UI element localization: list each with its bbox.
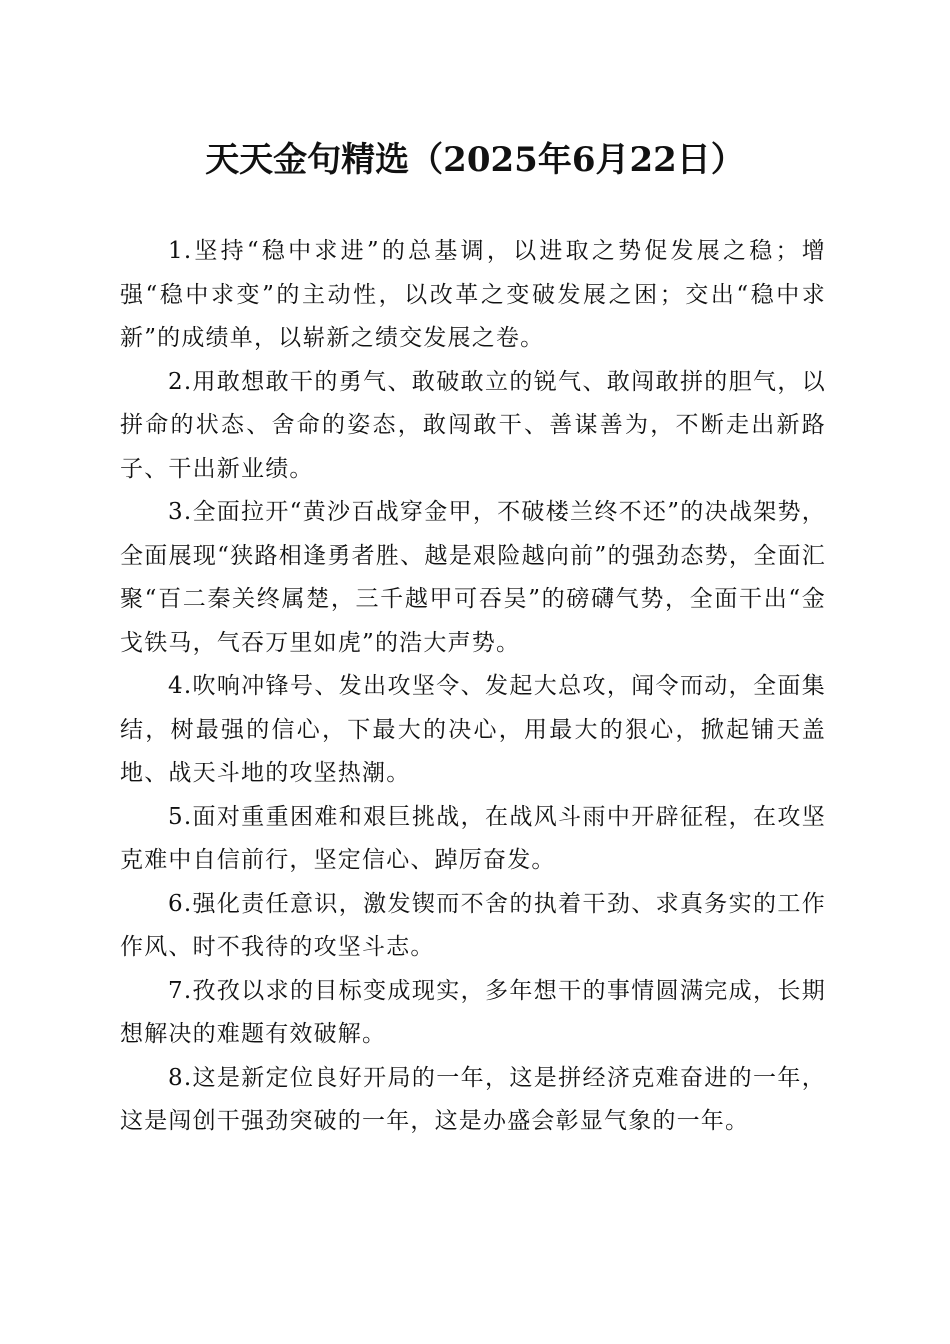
paragraph-5: 5.面对重重困难和艰巨挑战，在战风斗雨中开辟征程，在攻坚克难中自信前行，坚定信心、踔厉奋发。 [120,803,826,873]
paragraph-2: 2.用敢想敢干的勇气、敢破敢立的锐气、敢闯敢拼的胆气，以拼命的状态、舍命的姿态，敢闯敢干、善谋善为，不断走出新路子、干出新业绩。 [120,368,826,482]
paragraph-4: 4.吹响冲锋号、发出攻坚令、发起大总攻，闻令而动，全面集结，树最强的信心，下最大的决心，用最大的狠心，掀起铺天盖地、战天斗地的攻坚热潮。 [120,673,826,786]
document-body [120,230,826,1144]
paragraph-3: 3.全面拉开“黄沙百战穿金甲，不破楼兰终不还”的决战架势，全面展现“狭路相逢勇者胜、越是艰险越向前”的强劲态势，全面汇聚“百二秦关终属楚，三千越甲可吞吴”的磅礴气势，全面干出“金戈铁马，气吞万里如虎”的浩大声势。 [120,499,826,656]
paragraph-8: 8.这是新定位良好开局的一年，这是拼经济克难奋进的一年，这是闯创干强劲突破的一年，这是办盛会彰显气象的一年。 [120,1064,826,1134]
document-title: 天天金句精选（2025年6月22日） [205,140,745,180]
paragraph-7: 7.孜孜以求的目标变成现实，多年想干的事情圆满完成，长期想解决的难题有效破解。 [120,977,826,1047]
paragraph-6: 6.强化责任意识，激发锲而不舍的执着干劲、求真务实的工作作风、时不我待的攻坚斗志。 [120,890,826,960]
paragraph-1: 1.坚持“稳中求进”的总基调，以进取之势促发展之稳；增强“稳中求变”的主动性，以改革之变破发展之困；交出“稳中求新”的成绩单，以崭新之绩交发展之卷。 [120,238,826,351]
